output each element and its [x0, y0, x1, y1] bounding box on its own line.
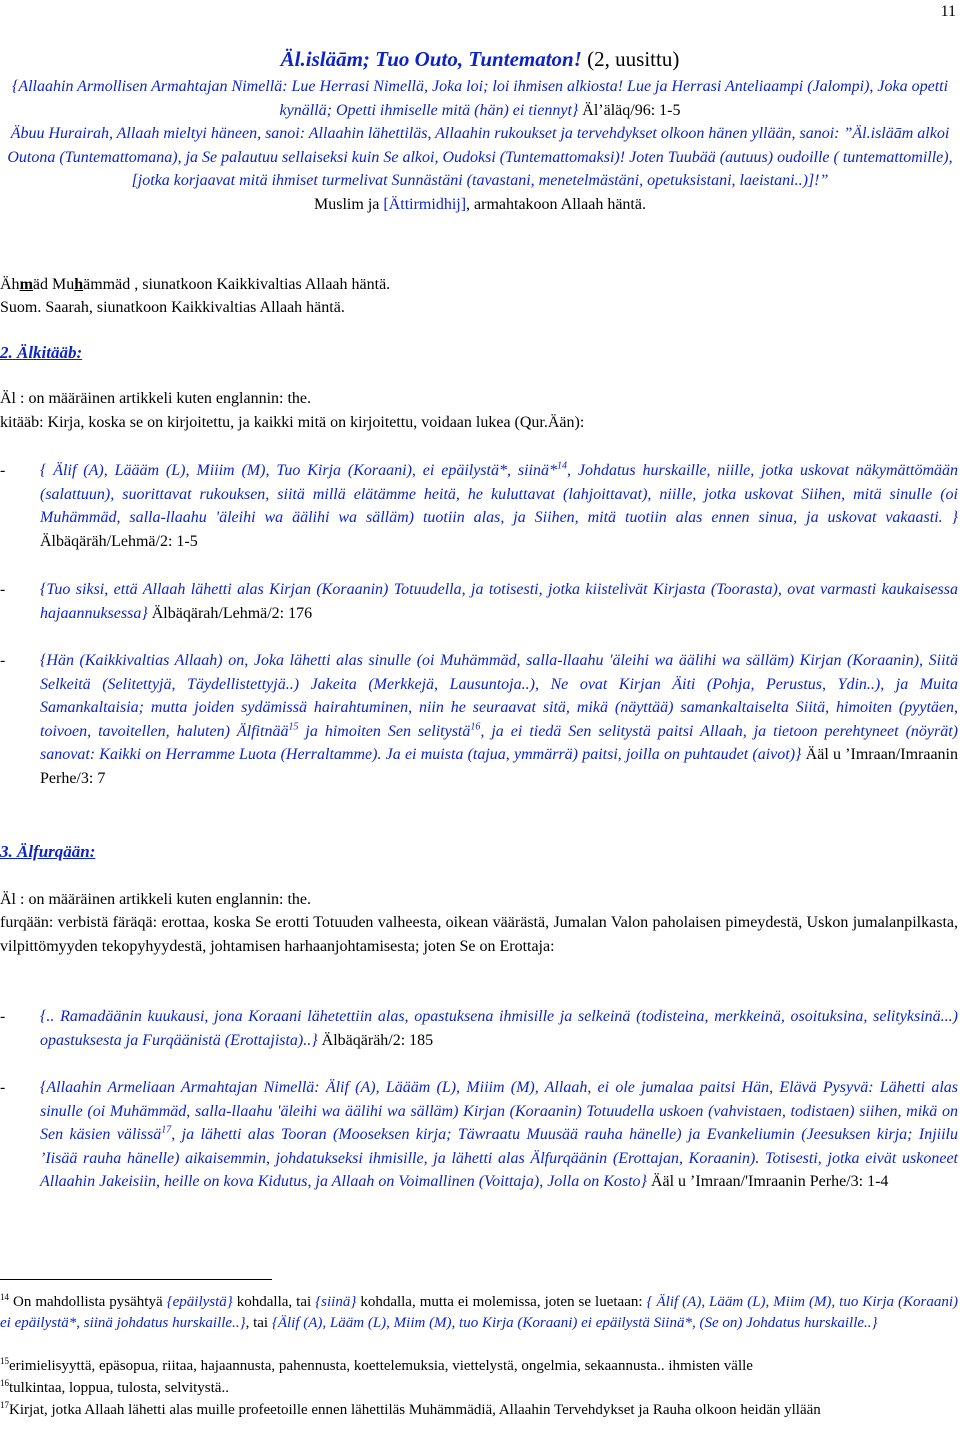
footnote-ref-15[interactable]: 15	[288, 721, 299, 733]
section3-definition-furqaan: furqään: verbistä färäqä: erottaa, koska Se erotti Totuuden valheesta, oikean väärästä, Jumalan Valon paholaisen pimeydestä, Uskon jumalanpilkasta, vilpittömyyden tekopyhyydestä, johtamisen harhaanjohtamisesta; joten Se on Erottaja:	[0, 914, 958, 955]
section3-definition-al: Äl : on määräinen artikkeli kuten englannin: the.	[0, 891, 312, 908]
greeting-line-1: Ähmäd Muhämmäd , siunatkoon Kaikkivaltias Allaah häntä.	[0, 276, 391, 293]
verse-text: { Älif (A), Läääm (L), Miiim (M), Tuo Kirja (Koraani), ei epäilystä*, siinä*$^{14}$, Johdatus hurskaille, niille, jotka uskovat näkymättömään (salattuun), suorittavat rukouksen, siitä millä elätämme heitä, he kuluttavat (lahjoittavat), niille, jotka uskovat Siihen, mitä sinulle (oi Muhämmäd, salla-llaahu 'äleihi wa äälihi wa sälläm) tuotiin alas, ja Siihen, mitä tuotiin alas ennen sinua, ja uskovat vakaasti. } Älbäqäräh/Lehmä/2: 1-5	[40, 460, 958, 550]
footnote-15: $^{15}$erimielisyyttä, epäsopua, riitaa, hajaannusta, pahennusta, koettelemuksia, viettelystä, ongelmia, sekaannusta.. ihmisten välle	[0, 1356, 753, 1374]
page-number: 11	[940, 3, 956, 20]
document-header	[0, 44, 960, 216]
verse-reference: Ääl u ’Imraan/Imraanin Perhe/3: 7	[40, 746, 959, 787]
footnote-ref-17[interactable]: 17	[161, 1124, 172, 1136]
verse-item	[0, 459, 958, 553]
section2-definition-kitaab: kitääb: Kirja, koska se on kirjoitettu, ja kaikki mitä on kirjoitettu, voidaan lukea (Qur.Ään):	[0, 414, 585, 431]
verse-item	[0, 1076, 958, 1194]
section2-definition-al: Äl : on määräinen artikkeli kuten englannin: the.	[0, 390, 312, 407]
document-title: Äl.isläām; Tuo Outo, Tuntematon!	[280, 47, 582, 71]
footnote-14: $^{14}$ On mahdollista pysähtyä {epäilystä} kohdalla, tai {siinä} kohdalla, mutta ei molemissa, joten se luetaan: { Älif (A), Lääm (L), Miim (M), tuo Kirja (Koraani) ei epäilystä*, siinä johdatus hurskaille..}, tai {Älif (A), Lääm (L), Miim (M), tuo Kirja (Koraani) ei epäilystä Siinä*, (Se on) Johdatus hurskaille..}	[0, 1292, 958, 1331]
hadith-source: Muslim ja [Ättirmidhij], armahtakoon Allaah häntä.	[314, 195, 646, 213]
footnote-divider	[0, 1279, 272, 1280]
bullet-dash: -	[0, 652, 6, 669]
verse-text: {Allaahin Armeliaan Armahtajan Nimellä: Älif (A), Läääm (L), Miiim (M), Allaah, ei ole jumalaa paitsi Hän, Elävä Pysyvä: Lähetti alas sinulle (oi Muhämmäd, salla-llaahu 'äleihi wa äälihi wa sälläm) Kirjan (Koraanin) Totuudella uskoen (vahvistaen, todistaen) siihen, mikä on Sen käsien välissä$^{17}$, ja lähetti alas Tooran (Mooseksen kirja; Täwraatu Muusää rauha hänelle) ja Evankeliumin (Jeesuksen kirja; Injiilu ’Iisää rauha hänelle) aikaisemmin, johdatukseksi ihmisille, ja lähetti alas Älfurqäänin (Erottajan, Koraanin). Totisesti, jotka eivät uskoneet Allaahin Jakeisiin, heille on kova Kidutus, ja Allaah on Voimallinen (Voittaja), Jolla on Kosto} Ääl u ’Imraan/'Imraanin Perhe/3: 1-4	[40, 1079, 959, 1190]
verse-item	[0, 578, 958, 625]
footnote-ref-14[interactable]: 14	[556, 460, 567, 472]
document-subtitle: (2, uusittu)	[587, 47, 680, 71]
verse-text: {Tuo siksi, että Allaah lähetti alas Kirjan (Koraanin) Totuudella, ja totisesti, jotka kiistelivät Kirjasta (Toorasta), ovat varmasti kaukaisessa hajaannuksessa} Älbäqärah/Lehmä/2: 176	[40, 581, 958, 622]
verse-item	[0, 649, 958, 790]
intro-reference: Äl’äläq/96: 1-5	[582, 101, 681, 119]
verse-reference: Älbäqäräh/2: 185	[321, 1031, 434, 1049]
verse-text: {Hän (Kaikkivaltias Allaah) on, Joka lähetti alas sinulle (oi Muhämmäd, salla-llaahu 'äleihi wa äälihi wa sälläm) Kirjan (Koraanin), Siitä Selkeitä (Selitettyjä, Täydellistettyjä..) Jakeita (Merkkejä, Lausuntoja..), Ne ovat Kirjan Äiti (Pohja, Perustus, Ydin..), ja Muita Samankaltaisia; mutta joiden sydämissä hairahtuminen, niin he seuraavat sitä, mikä (näyttää) samankaltaiselta Siitä, himoiten (pyytäen, toivoen, tavoitellen, haluten) Älfitnää$^{15}$ ja himoiten Sen selitystä$^{16}$, ja ei tiedä Sen selitystä paitsi Allaah, ja tietoon perehtyneet (nöyrät) sanovat: Kaikki on Herramme Luota (Herraltamme). Ja ei muista (tajua, ymmärrä) paitsi, joilla on puhtaudet (aivot)} Ääl u ’Imraan/Imraanin Perhe/3: 7	[40, 652, 959, 787]
footnote-16: $^{16}$tulkintaa, loppua, tulosta, selvitystä..	[0, 1378, 229, 1396]
title-line	[0, 44, 960, 74]
verse-reference: Ääl u ’Imraan/'Imraanin Perhe/3: 1-4	[650, 1173, 889, 1190]
verse-reference: Älbäqärah/Lehmä/2: 176	[151, 604, 313, 622]
hadith-text: Äbuu Hurairah, Allaah mieltyi häneen, sanoi: Allaahin lähettiläs, Allaahin rukoukset ja tervehdykset olkoon hänen yllään, sanoi: ”Äl.isläām alkoi Outona (Tuntemattomana), ja Se palautuu sellaiseksi kuin Se alkoi, Oudoksi (Tuntemattomaksi)! Joten Tuubää (autuus) oudoille ( tuntemattomille), [jotka korjaavat mitä ihmiset turmelivat Sunnästäni (tavastani, menetelmästäni, opetuksistani, laeistani..)]!”	[7, 125, 953, 189]
verse-item	[0, 1005, 958, 1052]
bullet-dash: -	[0, 581, 6, 598]
section-heading-alfurqaan: 3. Älfurqään:	[0, 842, 96, 861]
basmala-intro	[0, 75, 960, 122]
intro-verse: {Allaahin Armollisen Armahtajan Nimellä: Lue Herrasi Nimellä, Joka loi; loi ihmisen alkiosta! Lue ja Herrasi Anteliaampi (Jalompi), Joka opetti kynällä; Opetti ihmiselle mitä (hän) ei tiennyt}	[11, 78, 949, 119]
verse-text: {.. Ramadäänin kuukausi, jona Koraani lähetettiin alas, opastuksena ihmisille ja selkeinä (todisteina, merkkeinä, osoituksina, selityksinä...) opastuksesta ja Furqäänistä (Erottajista)..} Älbäqäräh/2: 185	[40, 1008, 958, 1049]
section-heading-alkitaab: 2. Älkitääb:	[0, 343, 83, 362]
bullet-dash: -	[0, 1008, 6, 1025]
greeting-line-2: Suom. Saarah, siunatkoon Kaikkivaltias Allaah häntä.	[0, 299, 345, 316]
bullet-dash: -	[0, 1079, 6, 1096]
footnote-ref-16[interactable]: 16	[470, 721, 481, 733]
source-link[interactable]: [Ättirmidhij]	[383, 195, 467, 213]
bullet-dash: -	[0, 462, 6, 479]
footnote-17: $^{17}$Kirjat, jotka Allaah lähetti alas muille profeetoille ennen lähettiläs Muhämmädiä, Allaahin Tervehdykset ja Rauha olkoon heidän yllään	[0, 1400, 821, 1418]
verse-reference: Älbäqäräh/Lehmä/2: 1-5	[40, 532, 198, 550]
